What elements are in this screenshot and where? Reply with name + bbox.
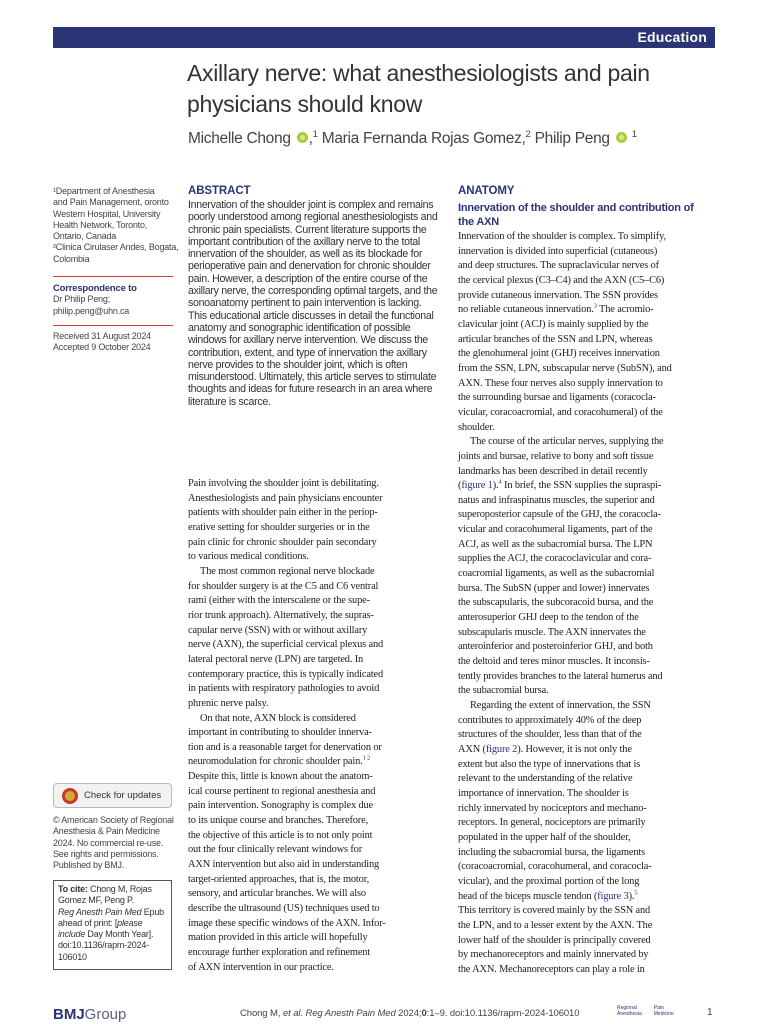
body-line: This territory is covered mainly by the SSN and (458, 905, 651, 917)
affiliation-line: Western Hospital, University (53, 208, 161, 219)
body-line: structures of the shoulder, less than that of the (458, 729, 642, 741)
divider (53, 276, 173, 277)
abstract-line: perioperative pain and denervation for chronic shoulder (188, 260, 431, 273)
body-line: vicular, coracoacromial, and coracohumeral) of the (458, 406, 663, 418)
author-name[interactable]: Michelle Chong (188, 130, 291, 147)
body-line: Anesthesiologists and pain physicians encounter (188, 492, 383, 504)
body-line: supplies the ACJ, the coracoclavicular and cora- (458, 553, 652, 565)
body-line: provide cutaneous innervation. The SSN provides (458, 289, 658, 301)
body-line: AXN. These four nerves also supply innervation to (458, 377, 663, 389)
title-line: physicians should know (187, 91, 423, 117)
body-line: shoulder. (458, 421, 495, 433)
copyright-line: © American Society of Regional (53, 815, 174, 825)
body-line: importance of innervation. The shoulder is (458, 787, 629, 799)
figure-link[interactable]: figure 1 (461, 480, 493, 492)
body-line: target-oriented approaches, that is, the motor, (188, 873, 370, 885)
cite-text: Gomez MF, Peng P. (58, 895, 134, 906)
reference-link[interactable]: 3 (593, 302, 597, 310)
body-line: ical course pertinent to regional anesthesia and (188, 785, 376, 797)
cite-text: Chong M, Rojas (87, 884, 152, 894)
body-line: the glenohumeral joint (GHJ) receives innervation (458, 348, 660, 360)
body-line: tently provides branches to the lateral humerus and (458, 670, 663, 682)
abstract-heading: ABSTRACT (188, 185, 251, 197)
body-line: ). (628, 890, 635, 902)
body-line: AXN intervention but also aid in understanding (188, 859, 380, 871)
body-line: The course of the articular nerves, supplying the (470, 436, 664, 448)
correspondence-email[interactable]: philip.peng@uhn.ca (53, 305, 130, 316)
author-list: Michelle Chong ,$^1$ Maria Fernanda Rojas Gomez,$^2$ Philip Peng $^1$ (188, 128, 637, 147)
body-line: the deltoid and teres minor muscles. It inconsis- (458, 656, 650, 668)
body-line: the subacromial bursa. (458, 685, 549, 697)
body-line: the subscapularis, the subcoracoid bursa, and the (458, 597, 654, 609)
body-line: to its unique course and branches. Therefore, (188, 815, 369, 827)
body-line: nerve (AXN), the superficial cervical plexus and (188, 639, 384, 651)
body-line: neuromodulation for chronic shoulder pain. (188, 756, 363, 768)
body-line: important in contributing to shoulder innerva- (188, 727, 372, 739)
body-line: richly innervated by nociceptors and mechano- (458, 802, 647, 814)
anatomy-text (458, 230, 714, 977)
body-line: bursa. The SubSN (upper and lower) innervates (458, 582, 650, 594)
copyright-line: See rights and permissions. (53, 848, 159, 859)
body-line: Regarding the extent of innervation, the SSN (470, 700, 651, 711)
cite-text: please (117, 917, 143, 928)
correspondence (53, 283, 173, 317)
body-line: the LPN, and to a lesser extent by the AXN. The (458, 919, 653, 931)
figure-link[interactable]: figure 2 (485, 743, 518, 755)
abstract-line: innervation of the shoulder, as well as its blockade for (188, 248, 423, 261)
body-line: relevant to the understanding of the relative (458, 773, 633, 785)
body-line: the objective of this article is to not only point (188, 829, 373, 841)
affiliation-line: ¹Department of Anesthesia (53, 186, 155, 196)
body-line: innervation is divided into superficial (cutaneous) (458, 245, 658, 257)
introduction-text (188, 477, 444, 975)
author-affiliation-sup: 2 (525, 128, 531, 140)
abstract-line: pain. However, a description of the entire course of the (188, 272, 428, 285)
reference-link[interactable]: 4 (498, 478, 502, 486)
abstract-line: Innervation of the shoulder joint is complex and remains (188, 199, 434, 211)
body-line: image these specific windows of the AXN. Infor- (188, 917, 386, 929)
abstract-line: contribution, extent, and type of innervation the axillary (188, 346, 427, 359)
cite-text: Epub (141, 906, 164, 917)
journal-logo-text: Medicine (653, 1010, 674, 1017)
abstract-line: nerve provides to the shoulder joint, which is often (188, 358, 408, 371)
body-line: head of the biceps muscle tendon ( (458, 890, 598, 902)
footer-cite-text: Chong M, (240, 1008, 283, 1019)
body-line: the cervical plexus (C3–C4) and the AXN (C5–C6) (458, 274, 665, 286)
check-for-updates-button[interactable] (53, 783, 172, 808)
cite-doi: 106010 (58, 951, 87, 962)
footer-citation (240, 1008, 579, 1019)
cite-text: Day Month Year]. (85, 929, 154, 940)
body-line: superoposterior capsule of the GHJ, the coracocla- (458, 509, 661, 521)
abstract-line: chronic pain specialists. Current literature supports the (188, 223, 427, 236)
body-line: lower half of the shoulder is principally covered (458, 934, 651, 946)
journal-logo-text: Anesthesia (617, 1010, 642, 1017)
check-updates-icon (62, 788, 78, 804)
divider (53, 325, 173, 326)
body-line: to various medical conditions. (188, 551, 309, 563)
title-line: Axillary nerve: what anesthesiologists and pain (187, 60, 650, 86)
affiliation-line: and Pain Management, oronto (53, 197, 169, 208)
body-line: lateral pectoral nerve (LPN) are targeted. In (188, 653, 364, 665)
subheading-line: the AXN (458, 216, 499, 228)
figure-link[interactable]: figure 3 (597, 890, 629, 902)
journal-logo (617, 1006, 686, 1017)
body-line: pain intervention. Sonography is complex due (188, 800, 374, 812)
body-line: In brief, the SSN supplies the supraspi- (501, 480, 662, 492)
body-line: by mechanoreceptors and mainly innervated by (458, 949, 649, 961)
group-logo-text: Group (84, 1006, 127, 1023)
affiliation-line: Colombia (53, 253, 90, 264)
body-line: encourage further exploration and refinement (188, 947, 371, 958)
copyright-line: Published by BMJ. (53, 860, 125, 871)
correspondence-name: Dr Philip Peng; (53, 294, 111, 305)
abstract-line: literature is scarce. (188, 395, 271, 408)
subheading-line: Innervation of the shoulder and contribution of (458, 202, 694, 214)
body-line: including the subacromial bursa, the ligaments (458, 846, 646, 858)
check-for-updates-label: Check for updates (84, 790, 162, 801)
article-dates (53, 331, 173, 354)
body-line: The most common regional nerve blockade (200, 565, 375, 577)
body-line: vicular), and the proximal portion of the long (458, 875, 640, 887)
body-line: in patients with respiratory pathologies to avoid (188, 683, 380, 695)
author-name[interactable]: Maria Fernanda Rojas Gomez, (321, 130, 526, 147)
footer-cite-text: 2024; (395, 1008, 422, 1019)
received-date: Received 31 August 2024 (53, 331, 151, 341)
copyright-line: 2024. No commercial re-use. (53, 837, 164, 848)
abstract-line: thoughts and ideas for future research in an area where (188, 383, 433, 396)
body-line: sensory, and articular branches. We will also (188, 888, 366, 900)
citation-box (53, 880, 172, 970)
affiliation-line: Health Network, Toronto, (53, 219, 148, 230)
author-name[interactable]: Philip Peng (534, 130, 610, 147)
page-number: 1 (707, 1007, 713, 1018)
abstract-line: misunderstood. Ultimately, this article serves to stimulate (188, 371, 437, 384)
body-line: anterosuperior GHJ deep to the tendon of the (458, 612, 639, 624)
body-line: Innervation of the shoulder is complex. To simplify, (458, 231, 666, 242)
body-line: ( (458, 480, 462, 492)
body-line: articular branches of the SSN and LPN, whereas (458, 333, 653, 345)
abstract-line: sonoanatomy pertinent to pain intervention is lacking. (188, 297, 422, 310)
body-line: and deep structures. The supraclavicular nerves of (458, 260, 659, 272)
body-line: populated in the upper half of the shoulder, (458, 831, 631, 843)
copyright-notice (53, 815, 173, 871)
bmj-logo-text: BMJ (53, 1006, 85, 1023)
section-label: Education (637, 29, 707, 45)
abstract-line: axillary nerve, the corresponding optimal targets, and the (188, 285, 438, 298)
body-line: The acromio- (596, 304, 654, 316)
abstract-body (188, 199, 450, 408)
body-line: mation provided in this article will hopefully (188, 932, 368, 944)
body-line: natus and infraspinatus muscles, the superior and (458, 494, 655, 506)
journal-logo-text: Regional (617, 1005, 637, 1011)
body-line: ACJ, as well as the subacromial bursa. The LPN (458, 538, 653, 550)
body-line: joints and bursae, relative to bony and soft tissue (458, 450, 654, 462)
cite-doi: doi:10.1136/rapm-2024- (58, 940, 149, 951)
journal-logo-text: Pain (653, 1005, 664, 1011)
correspondence-heading: Correspondence to (53, 283, 137, 294)
body-line: for shoulder surgery is at the C5 and C6 ventral (188, 580, 379, 592)
abstract-line: poorly understood among regional anesthesiologists and (188, 211, 438, 224)
footer-cite-journal: et al. Reg Anesth Pain Med (282, 1008, 396, 1019)
body-line: of AXN intervention in our practice. (188, 961, 334, 973)
accepted-date: Accepted 9 October 2024 (53, 342, 151, 353)
footer-cite-text: :1–9. doi:10.1136/rapm-2024-106010 (426, 1008, 580, 1019)
body-line: Pain involving the shoulder joint is debilitating. (188, 478, 379, 489)
orcid-icon[interactable] (297, 132, 308, 143)
body-line: describe the ultrasound (US) techniques used to (188, 903, 380, 915)
abstract-line: windows for axillary nerve intervention. We discuss the (188, 334, 429, 347)
abstract-line: important contribution of the axillary nerve to the total (188, 235, 420, 248)
author-affiliation-sup: 1 (631, 128, 637, 140)
cite-text: ahead of print: [ (58, 917, 118, 928)
body-line: ). (492, 480, 499, 492)
affiliation-line: Ontario, Canada (53, 231, 117, 242)
body-line: contemporary practice, this is typically indicated (188, 668, 384, 680)
body-line: landmarks has been described in detail recently (458, 465, 648, 477)
body-line: erative setting for shoulder surgeries or in the (188, 521, 370, 533)
body-line: patients with shoulder pain either in the periop- (188, 507, 378, 519)
cite-journal: Reg Anesth Pain Med (58, 906, 142, 917)
body-line: coacromial ligaments, as well as the subacromial (458, 568, 655, 580)
publisher-logo (53, 1006, 126, 1023)
anatomy-subheading (458, 201, 718, 229)
article-title (187, 58, 707, 120)
orcid-icon[interactable] (616, 132, 627, 143)
body-line: ). However, it is not only the (517, 743, 632, 755)
body-line: the AXN. Mechanoreceptors can play a role in (458, 963, 645, 975)
body-line: AXN ( (458, 743, 486, 755)
cite-text: include (58, 929, 86, 940)
body-line: receptors. In general, nociceptors are primarily (458, 817, 646, 829)
body-line: Despite this, little is known about the anatom- (188, 771, 373, 783)
body-line: rior trunk approach). Alternatively, the supras- (188, 609, 374, 621)
body-line: capular nerve (SSN) with or without axillary (188, 624, 368, 636)
body-line: contributes to approximately 40% of the deep (458, 714, 642, 726)
body-line: phrenic nerve palsy. (188, 697, 269, 709)
body-line: On that note, AXN block is considered (200, 712, 356, 724)
body-line: extent but also the type of innervations that is (458, 758, 641, 770)
abstract-line: anatomy and sonographic identification of possible (188, 321, 411, 334)
section-banner (53, 27, 715, 48)
body-line: rami (either with the interscalene or the supe- (188, 595, 370, 607)
footer-cite-volume: 0 (421, 1008, 427, 1019)
body-line: clavicular joint (ACJ) is mainly supplied by the (458, 318, 649, 330)
author-affiliation-sup: 1 (312, 128, 318, 140)
cite-label: To cite: (58, 884, 88, 894)
affiliation-line: ²Clinica Cirulaser Andes, Bogata, (53, 242, 179, 253)
body-line: subscapularis muscle. The AXN innervates the (458, 626, 646, 638)
body-line: tion and is a reasonable target for denervation or (188, 741, 382, 753)
body-line: from the SSN, LPN, subscapular nerve (SubSN), and (458, 362, 672, 374)
copyright-line: Anesthesia & Pain Medicine (53, 826, 160, 837)
body-line: out the four clinically relevant windows for (188, 844, 363, 856)
body-line: (coracoacromial, coracohumeral, and coracocla- (458, 861, 652, 873)
body-line: vicular and coracohumeral ligaments, part of the (458, 524, 653, 536)
body-line: anteroinferior and posteroinferior GHJ, and both (458, 641, 653, 653)
anatomy-heading: ANATOMY (458, 185, 515, 197)
abstract-line: This educational article discusses in detail the functional (188, 309, 434, 322)
body-line: the surrounding bursae and ligaments (coracocla- (458, 392, 656, 404)
body-line: no reliable cutaneous innervation. (458, 304, 594, 316)
affiliations (53, 186, 179, 265)
reference-link[interactable]: 5 (634, 889, 638, 897)
reference-link[interactable]: 1 2 (362, 755, 371, 762)
body-line: pain clinic for chronic shoulder pain secondary (188, 536, 377, 548)
